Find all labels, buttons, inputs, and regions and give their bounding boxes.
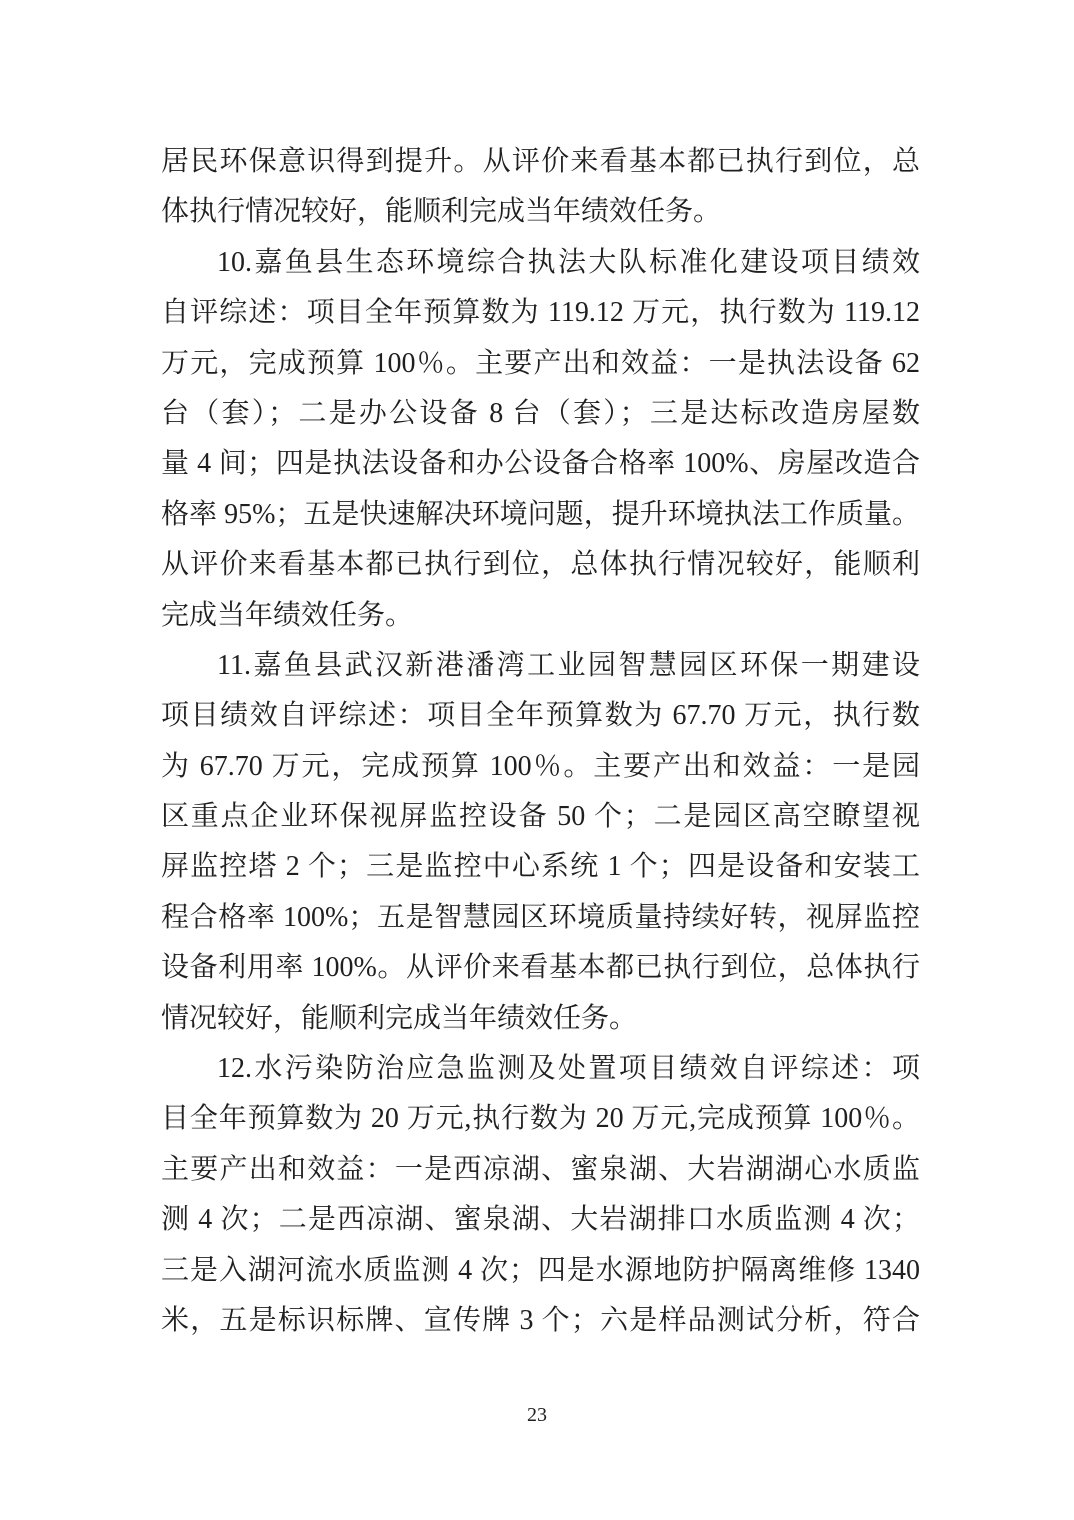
text-line: 设备利用率 100%。从评价来看基本都已执行到位，总体执行 (161, 952, 920, 984)
text-line: 三是入湖河流水质监测 4 次；四是水源地防护隔离维修 1340 (161, 1254, 920, 1286)
text-line: 从评价来看基本都已执行到位，总体执行情况较好，能顺利 (161, 549, 920, 581)
text-line: 目全年预算数为 20 万元,执行数为 20 万元,完成预算 100％。 (161, 1103, 920, 1135)
text-line: 自评综述：项目全年预算数为 119.12 万元，执行数为 119.12 (161, 297, 920, 329)
text-line: 12.水污染防治应急监测及处置项目绩效自评综述：项 (217, 1053, 920, 1085)
text-line: 体执行情况较好，能顺利完成当年绩效任务。 (161, 196, 722, 228)
text-line: 量 4 间；四是执法设备和办公设备合格率 100%、房屋改造合 (161, 448, 920, 480)
text-line: 完成当年绩效任务。 (161, 599, 414, 631)
text-line: 程合格率 100%；五是智慧园区环境质量持续好转，视屏监控 (161, 901, 920, 933)
text-line: 台（套）；二是办公设备 8 台（套）；三是达标改造房屋数 (161, 397, 920, 429)
document-text (161, 137, 920, 1346)
text-line: 主要产出和效益：一是西凉湖、蜜泉湖、大岩湖湖心水质监 (161, 1153, 920, 1185)
text-line: 测 4 次；二是西凉湖、蜜泉湖、大岩湖排口水质监测 4 次； (161, 1204, 920, 1236)
text-line: 情况较好，能顺利完成当年绩效任务。 (161, 1002, 638, 1034)
text-line: 居民环保意识得到提升。从评价来看基本都已执行到位，总 (161, 146, 920, 177)
text-line: 为 67.70 万元，完成预算 100％。主要产出和效益：一是园 (161, 750, 920, 782)
text-line: 格率 95%；五是快速解决环境问题，提升环境执法工作质量。 (161, 498, 920, 530)
text-line: 米，五是标识标牌、宣传牌 3 个；六是样品测试分析，符合 (161, 1304, 920, 1336)
text-line: 万元，完成预算 100％。主要产出和效益：一是执法设备 62 (161, 347, 920, 379)
text-line: 11.嘉鱼县武汉新港潘湾工业园智慧园区环保一期建设 (217, 649, 920, 681)
text-line: 区重点企业环保视屏监控设备 50 个；二是园区高空瞭望视 (161, 801, 920, 833)
page-number: 23 (527, 1404, 547, 1426)
text-line: 项目绩效自评综述：项目全年预算数为 67.70 万元，执行数 (161, 700, 920, 732)
text-line: 10.嘉鱼县生态环境综合执法大队标准化建设项目绩效 (217, 246, 920, 278)
text-line: 屏监控塔 2 个；三是监控中心系统 1 个；四是设备和安装工 (161, 851, 920, 883)
